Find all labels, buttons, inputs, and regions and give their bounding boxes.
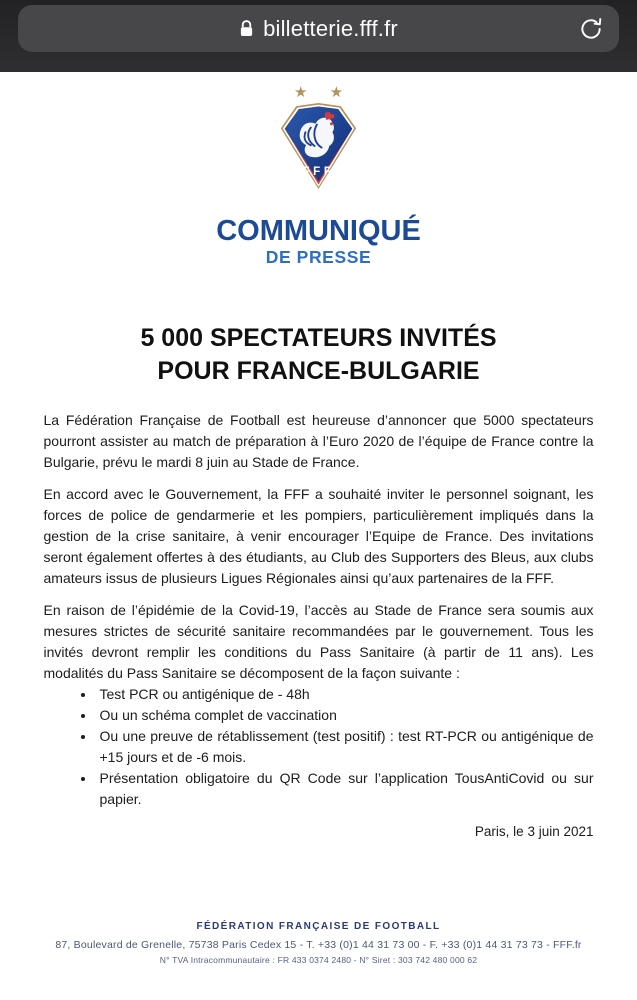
paragraph-1: La Fédération Française de Football est heureuse d’annoncer que 5000 spectateurs pourront assister au match de préparation à l’Euro 2020 de l’équipe de France contre la Bulgarie, prévu le mardi 8 juin au Stade de France. <box>43 412 594 470</box>
crest-fff-text: FFF <box>302 166 335 179</box>
list-item: • Présentation obligatoire du QR Code sur l’application TousAntiCovid ou sur papier. <box>96 768 594 810</box>
reload-button[interactable] <box>575 13 607 45</box>
press-release-body <box>44 410 594 810</box>
footer-address: 87, Boulevard de Grenelle, 75738 Paris Cedex 15 - T. +33 (0)1 44 31 73 00 - F. +33 (0)1 44 31 73 73 - FFF.fr <box>55 939 582 951</box>
list-item: • Test PCR ou antigénique de - 48h <box>96 684 594 705</box>
list-item: • Ou une preuve de rétablissement (test positif) : test RT-PCR ou antigénique de +15 jours et de -6 mois. <box>96 726 594 768</box>
address-bar[interactable] <box>18 5 619 52</box>
document-footer <box>0 921 637 965</box>
browser-chrome <box>0 0 637 72</box>
footer-organization: FÉDÉRATION FRANÇAISE DE FOOTBALL <box>196 921 441 932</box>
title-line-2: POUR FRANCE-BULGARIE <box>157 357 480 385</box>
paragraph-3: En raison de l’épidémie de la Covid-19, l’accès au Stade de France sera soumis aux mesures strictes de sécurité sanitaire recommandées par le gouvernement. Tous les invités devront remplir les conditions du Pass Sanitaire (à partir de 11 ans). Les modalités du Pass Sanitaire se décomposent de la façon suivante : <box>43 602 594 681</box>
url-text: billetterie.fff.fr <box>263 15 398 41</box>
footer-legal: N° TVA Intracommunautaire : FR 433 0374 2480 - N° Siret : 303 742 480 000 62 <box>159 955 478 965</box>
dateline: Paris, le 3 juin 2021 <box>474 824 594 839</box>
communique-heading: COMMUNIQUÉ <box>216 215 421 247</box>
pass-sanitaire-list <box>44 684 594 810</box>
paragraph-2: En accord avec le Gouvernement, la FFF a souhaité inviter le personnel soignant, les forces de police de gendarmerie et les pompiers, particulièrement impliqués dans la gestion de la crise sanitaire, à venir encourager l’Equipe de France. Des invitations seront également offertes à des étudiants, au Club des Supporters des Bleus, aux clubs amateurs issus de plusieurs Ligues Régionales ainsi qu’aux partenaires de la FFF. <box>43 486 594 586</box>
title-line-1: 5 000 SPECTATEURS INVITÉS <box>140 324 497 352</box>
fff-logo-block <box>0 72 637 194</box>
list-item: • Ou un schéma complet de vaccination <box>96 705 594 726</box>
masthead <box>0 215 637 267</box>
page-title <box>0 322 637 388</box>
fff-crest-logo <box>280 103 357 189</box>
lock-icon <box>239 19 254 38</box>
de-presse-heading: DE PRESSE <box>265 247 372 267</box>
stars-icon: ★ ★ <box>293 84 353 101</box>
